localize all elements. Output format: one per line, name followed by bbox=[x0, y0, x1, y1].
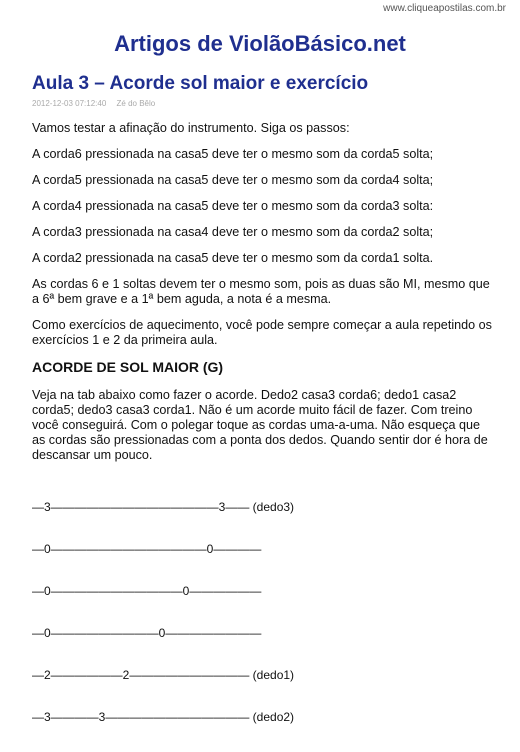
tab-line: —0———————————0—————— bbox=[32, 584, 262, 598]
paragraph: A corda2 pressionada na casa5 deve ter o mesmo som da corda1 solta. bbox=[32, 251, 434, 265]
paragraph: As cordas 6 e 1 soltas devem ter o mesmo som, pois as duas são MI, mesmo que a 6ª bem grave e a 1ª bem aguda, a nota é a mesma. bbox=[32, 277, 490, 306]
article-meta bbox=[32, 99, 163, 108]
paragraph: Veja na tab abaixo como fazer o acorde. Dedo2 casa3 corda6; dedo1 casa2 corda5; dedo3 casa3 corda1. Não é um acorde muito fácil de fazer. Com treino você conseguirá. Com o polegar toque as cordas uma-a-uma. Não esqueça que as cordas são pressionadas com a ponta dos dedos. Quando sentir dor é hora de descansar um pouco. bbox=[32, 388, 488, 462]
article-date: 2012-12-03 07:12:40 bbox=[32, 99, 107, 108]
paragraph: A corda6 pressionada na casa5 deve ter o mesmo som da corda5 solta; bbox=[32, 147, 434, 161]
paragraph: Vamos testar a afinação do instrumento. Siga os passos: bbox=[32, 121, 350, 135]
tab-line: —0—————————0———————— bbox=[32, 626, 262, 640]
guitar-tab bbox=[32, 472, 494, 752]
tab-line: —0—————————————0———— bbox=[32, 542, 262, 556]
article-title: Aula 3 – Acorde sol maior e exercício bbox=[32, 73, 369, 94]
paragraph: Como exercícios de aquecimento, você pode sempre começar a aula repetindo os exercícios 1 e 2 da primeira aula. bbox=[32, 318, 492, 347]
article-body bbox=[32, 121, 494, 752]
paragraph: A corda3 pressionada na casa4 deve ter o mesmo som da corda2 solta; bbox=[32, 225, 434, 239]
paragraph: A corda4 pressionada na casa5 deve ter o mesmo som da corda3 solta: bbox=[32, 199, 434, 213]
site-title: Artigos de ViolãoBásico.net bbox=[114, 31, 406, 56]
article-author: Zé do Bêlo bbox=[116, 99, 156, 108]
tab-line: —3————3———————————— (dedo2) bbox=[32, 710, 295, 724]
tab-line: —3——————————————3—— (dedo3) bbox=[32, 500, 295, 514]
source-url[interactable]: www.cliqueapostilas.com.br bbox=[383, 3, 506, 14]
tab-line: —2——————2—————————— (dedo1) bbox=[32, 668, 295, 682]
section-heading: ACORDE DE SOL MAIOR (G) bbox=[32, 359, 224, 375]
paragraph: A corda5 pressionada na casa5 deve ter o mesmo som da corda4 solta; bbox=[32, 173, 434, 187]
